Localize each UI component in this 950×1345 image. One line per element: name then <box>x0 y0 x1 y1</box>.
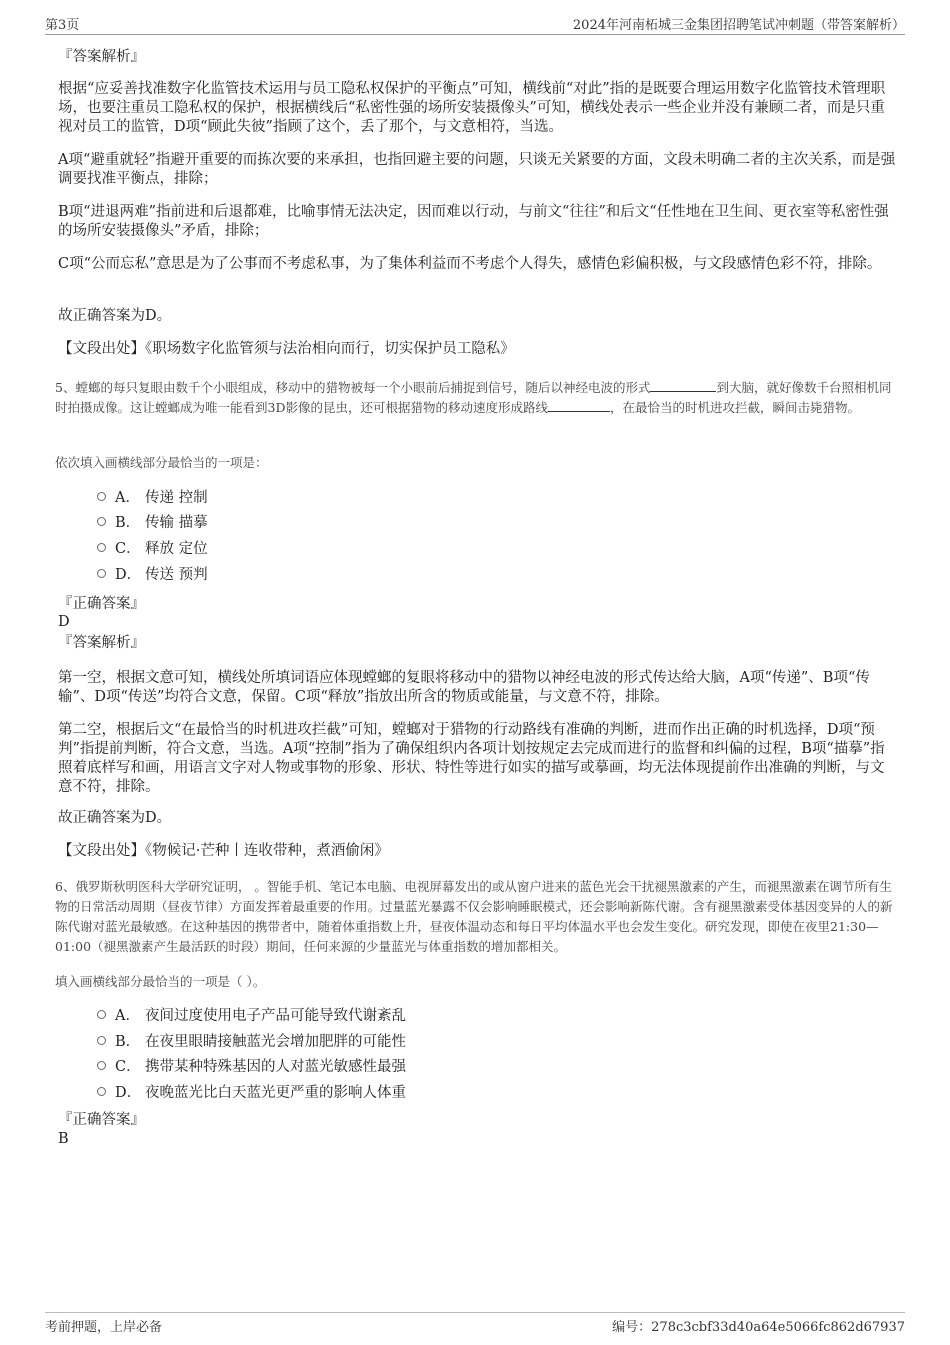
analysis-label: 『答案解析』 <box>58 635 145 651</box>
answer-label: 『正确答案』 <box>58 596 145 612</box>
footer-slogan: 考前押题，上岸必备 <box>45 1320 163 1335</box>
document-id: 编号：278c3cbf33d40a64e5066fc862d67937 <box>612 1320 905 1335</box>
source-citation: 【文段出处】《职场数字化监管须与法治相向而行，切实保护员工隐私》 <box>58 341 515 357</box>
blank-line <box>548 399 610 412</box>
option-a[interactable]: A． 传递 控制 <box>97 488 208 508</box>
analysis-label: 『答案解析』 <box>58 49 145 65</box>
option-b[interactable]: B． 传输 描摹 <box>97 513 208 533</box>
radio-icon[interactable] <box>97 1010 106 1019</box>
radio-icon[interactable] <box>97 1036 106 1045</box>
answer-value: B <box>58 1131 69 1147</box>
analysis-paragraph: C项“公而忘私”意思是为了公事而不考虑私事，为了集体利益而不考虑个人得失，感情色彩偏积极，与文段感情色彩不符，排除。 <box>58 256 882 272</box>
option-b[interactable]: B． 在夜里眼睛接触蓝光会增加肥胖的可能性 <box>97 1032 406 1052</box>
analysis-paragraph: 第二空，根据后文“在最恰当的时机进攻拦截”可知，螳螂对于猎物的行动路线有准确的判断，进而作出正确的时机选择，D项“预判”指提前判断，符合文意，当选。A项“控制”指为了确保组织内各项计划按规定去完成而进行的监督和纠偏的过程，B项“描摹”指照着底样写和画，用语言文字对人物或事物的形象、形状、特性等进行如实的描写或摹画，均无法体现提前作出准确的判断，与文意不符，排除。 <box>58 722 885 795</box>
question-5-stem: 5、螳螂的每只复眼由数千个小眼组成，移动中的猎物被每一个小眼前后捕捉到信号，随后以神经电波的形式 到大脑，就好像数千台照相机同时拍摄成像。这让螳螂成为唯一能看到3D影像的昆虫，还可根据猎物的移动速度形成路线 ，在最恰当的时机进攻拦截，瞬间击毙猎物。 <box>55 380 892 415</box>
option-c[interactable]: C． 释放 定位 <box>97 539 208 559</box>
analysis-paragraph: B项“进退两难”指前进和后退都难，比喻事情无法决定，因而难以行动，与前文“往往”和后文“任性地在卫生间、更衣室等私密性强的场所安装摄像头”矛盾，排除； <box>58 204 889 239</box>
document-title: 2024年河南柘城三金集团招聘笔试冲刺题（带答案解析） <box>572 18 905 33</box>
option-a[interactable]: A． 夜间过度使用电子产品可能导致代谢紊乱 <box>97 1006 406 1026</box>
analysis-paragraph: 根据“应妥善找准数字化监管技术运用与员工隐私权保护的平衡点”可知，横线前“对此”指的是既要合理运用数字化监管技术管理职场，也要注重员工隐私权的保护，根据横线后“私密性强的场所安装摄像头”可知，横线处表示一些企业并没有兼顾二者，而是只重视对员工的监管，D项“顾此失彼”指顾了这个，丢了那个，与文意相符，当选。 <box>58 81 886 135</box>
option-d[interactable]: D． 夜晚蓝光比白天蓝光更严重的影响人体重 <box>97 1083 406 1103</box>
analysis-paragraph: 第一空，根据文意可知，横线处所填词语应体现螳螂的复眼将移动中的猎物以神经电波的形式传达给大脑，A项“传递”、B项“传输”、D项“传送”均符合文意，保留。C项“释放”指放出所含的物质或能量，与文意不符，排除。 <box>58 670 870 705</box>
radio-icon[interactable] <box>97 1061 106 1070</box>
question-5-prompt: 依次填入画横线部分最恰当的一项是： <box>55 455 268 470</box>
radio-icon[interactable] <box>97 543 106 552</box>
radio-icon[interactable] <box>97 569 106 578</box>
conclusion: 故正确答案为D。 <box>58 308 172 324</box>
question-6-prompt: 填入画横线部分最恰当的一项是（ ）。 <box>55 974 266 989</box>
question-6-stem: 6、俄罗斯秋明医科大学研究证明， 。智能手机、笔记本电脑、电视屏幕发出的或从窗户进来的蓝色光会干扰褪黑激素的产生，而褪黑激素在调节所有生物的日常活动周期（昼夜节律）方面发挥着最重要的作用。过量蓝光暴露不仅会影响睡眠模式，还会影响新陈代谢。含有褪黑激素受体基因变异的人的新陈代谢对蓝光最敏感。在这种基因的携带者中，随着体重指数上升，昼夜体温动态和每日平均体温水平也会发生变化。研究发现，即使在夜里21:30—01:00（褪黑激素产生最活跃的时段）期间，任何来源的少量蓝光与体重指数的增加都相关。 <box>55 879 893 954</box>
page-footer <box>45 1312 905 1335</box>
answer-value: D <box>58 614 70 630</box>
radio-icon[interactable] <box>97 517 106 526</box>
blank-line <box>650 379 716 392</box>
source-citation: 【文段出处】《物候记·芒种丨连收带种，煮酒偷闲》 <box>58 843 389 859</box>
conclusion: 故正确答案为D。 <box>58 810 172 826</box>
answer-label: 『正确答案』 <box>58 1112 145 1128</box>
page-number: 第3页 <box>45 18 80 33</box>
option-c[interactable]: C． 携带某种特殊基因的人对蓝光敏感性最强 <box>97 1057 406 1077</box>
page-header <box>45 14 905 35</box>
option-d[interactable]: D． 传送 预判 <box>97 565 208 585</box>
radio-icon[interactable] <box>97 492 106 501</box>
analysis-paragraph: A项“避重就轻”指避开重要的而拣次要的来承担，也指回避主要的问题，只谈无关紧要的方面，文段未明确二者的主次关系，而是强调要找准平衡点，排除； <box>58 152 896 187</box>
radio-icon[interactable] <box>97 1087 106 1096</box>
